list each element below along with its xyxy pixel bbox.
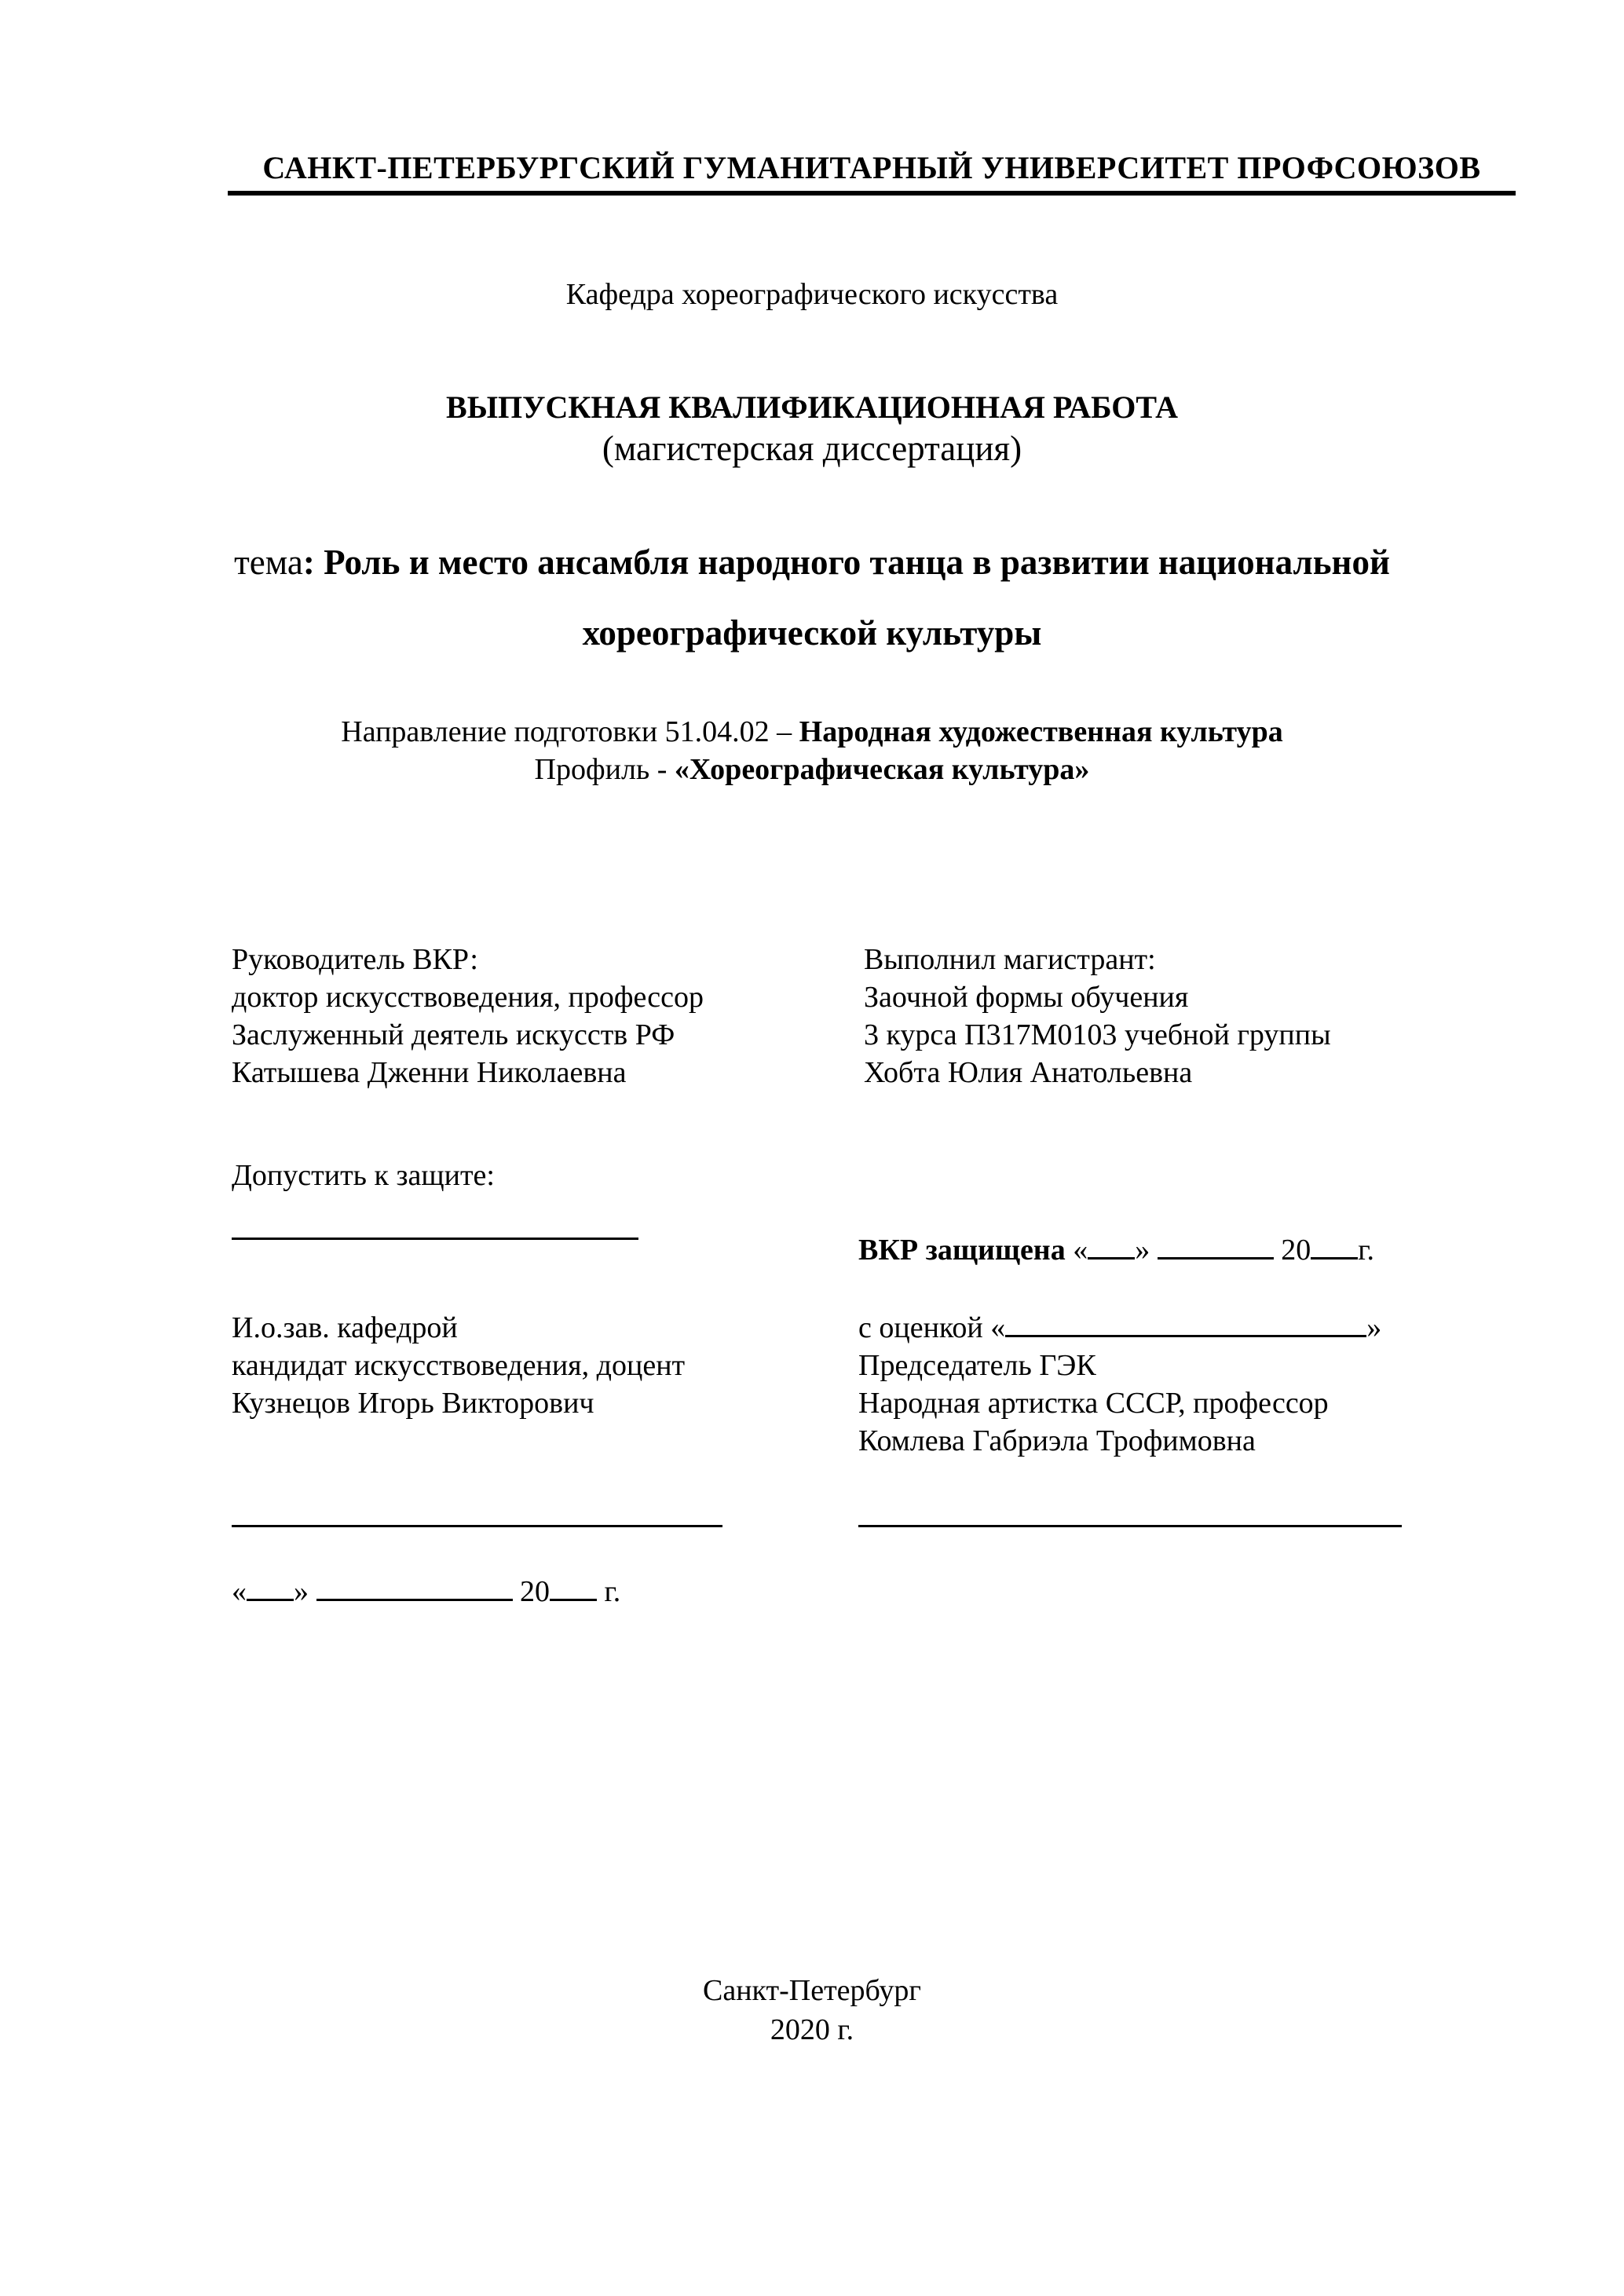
admission-label: Допустить к защите: bbox=[232, 1159, 495, 1192]
topic-line-1 bbox=[0, 542, 1624, 583]
grade-label: с оценкой « bbox=[858, 1311, 1006, 1344]
grade-blank bbox=[1005, 1311, 1366, 1337]
study-profile bbox=[0, 752, 1624, 787]
committee-chair-title: Председатель ГЭК bbox=[858, 1349, 1096, 1382]
head-signature-line bbox=[232, 1525, 722, 1527]
date-month-blank bbox=[316, 1575, 513, 1601]
direction-label: Направление подготовки 51.04.02 – bbox=[341, 715, 792, 748]
date-year-prefix: 20 bbox=[520, 1575, 550, 1608]
admission-signature-line bbox=[232, 1238, 638, 1240]
date-close-quote: » bbox=[294, 1575, 309, 1608]
topic-label: тема bbox=[234, 543, 303, 582]
work-subtype: (магистерская диссертация) bbox=[602, 429, 1022, 468]
head-of-department-block bbox=[232, 1309, 685, 1422]
student-title: Выполнил магистрант: bbox=[864, 943, 1156, 976]
topic-title-part-2: хореографической культуры bbox=[582, 613, 1042, 653]
footer-city: Санкт-Петербург bbox=[702, 1974, 922, 2007]
profile-value: «Хореографическая культура» bbox=[674, 753, 1090, 786]
supervisor-title: Руководитель ВКР: bbox=[232, 943, 478, 976]
date-year-suffix: г. bbox=[604, 1575, 621, 1608]
student-group: 3 курса П317М0103 учебной группы bbox=[864, 1018, 1331, 1051]
defense-open-quote: « bbox=[1073, 1234, 1088, 1267]
department-name: Кафедра хореографического искусства bbox=[565, 278, 1059, 311]
defense-year-prefix: 20 bbox=[1281, 1234, 1311, 1267]
committee-signature-line bbox=[858, 1525, 1402, 1527]
student-name: Хобта Юлия Анатольевна bbox=[864, 1056, 1193, 1089]
student-block bbox=[864, 941, 1331, 1091]
committee-chair-name: Комлева Габриэла Трофимовна bbox=[858, 1424, 1256, 1457]
university-name: САНКТ-ПЕТЕРБУРГСКИЙ ГУМАНИТАРНЫЙ УНИВЕРСИТЕТ ПРОФСОЮЗОВ bbox=[228, 149, 1516, 196]
topic-title-part-1: : Роль и место ансамбля народного танца в развитии национальной bbox=[302, 543, 1390, 582]
supervisor-degree: доктор искусствоведения, профессор bbox=[232, 981, 704, 1014]
defense-line bbox=[858, 1233, 1374, 1267]
supervisor-honor: Заслуженный деятель искусств РФ bbox=[232, 1018, 675, 1051]
defense-month-blank bbox=[1158, 1234, 1274, 1260]
defense-day-blank bbox=[1088, 1234, 1135, 1260]
study-direction bbox=[0, 715, 1624, 749]
profile-label: Профиль - bbox=[534, 753, 668, 786]
defense-label: ВКР защищена bbox=[858, 1234, 1066, 1267]
date-open-quote: « bbox=[232, 1575, 247, 1608]
grade-line bbox=[858, 1309, 1381, 1347]
head-title: И.о.зав. кафедрой bbox=[232, 1311, 458, 1344]
supervisor-name: Катышева Дженни Николаевна bbox=[232, 1056, 627, 1089]
head-degree: кандидат искусствоведения, доцент bbox=[232, 1349, 686, 1382]
committee-chair-rank: Народная артистка СССР, профессор bbox=[858, 1387, 1329, 1420]
footer-year: 2020 г. bbox=[770, 2013, 854, 2046]
date-day-blank bbox=[247, 1575, 294, 1601]
student-study-form: Заочной формы обучения bbox=[864, 981, 1189, 1014]
work-type: ВЫПУСКНАЯ КВАЛИФИКАЦИОННАЯ РАБОТА bbox=[446, 389, 1178, 425]
committee-block bbox=[858, 1309, 1381, 1460]
defense-close-quote: » bbox=[1135, 1234, 1150, 1267]
defense-year-blank bbox=[1311, 1234, 1358, 1260]
defense-year-suffix: г. bbox=[1358, 1234, 1375, 1267]
date-field bbox=[232, 1574, 620, 1609]
direction-value: Народная художественная культура bbox=[799, 715, 1283, 748]
supervisor-block bbox=[232, 941, 704, 1091]
grade-close-quote: » bbox=[1366, 1311, 1382, 1344]
head-name: Кузнецов Игорь Викторович bbox=[232, 1387, 594, 1420]
date-year-blank bbox=[550, 1575, 597, 1601]
